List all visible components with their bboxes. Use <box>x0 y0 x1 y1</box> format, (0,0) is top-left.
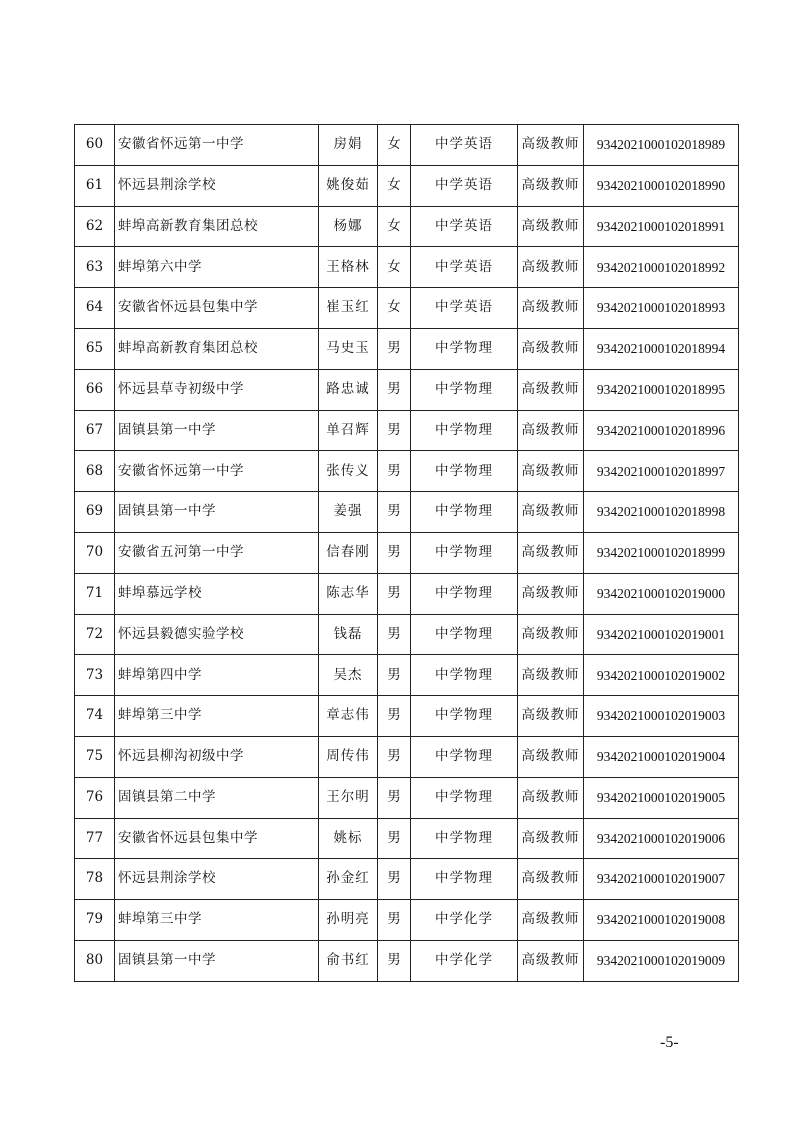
table-row <box>75 696 739 737</box>
table-row <box>75 573 739 614</box>
table-row <box>75 288 739 329</box>
professional-title: 高级教师 <box>518 736 584 777</box>
teacher-name: 钱磊 <box>319 614 378 655</box>
certificate-number: 9342021000102019002 <box>584 655 739 696</box>
certificate-number: 9342021000102018997 <box>584 451 739 492</box>
certificate-number: 9342021000102019001 <box>584 614 739 655</box>
certificate-number: 9342021000102018990 <box>584 165 739 206</box>
subject: 中学英语 <box>411 125 518 166</box>
subject: 中学物理 <box>411 736 518 777</box>
table-row <box>75 532 739 573</box>
school-name: 固镇县第二中学 <box>115 777 319 818</box>
teacher-gender: 男 <box>378 328 411 369</box>
professional-title: 高级教师 <box>518 288 584 329</box>
row-number: 61 <box>75 165 115 206</box>
row-number: 65 <box>75 328 115 369</box>
subject: 中学化学 <box>411 940 518 981</box>
school-name: 怀远县毅德实验学校 <box>115 614 319 655</box>
subject: 中学物理 <box>411 369 518 410</box>
school-name: 安徽省怀远第一中学 <box>115 125 319 166</box>
teacher-name: 单召辉 <box>319 410 378 451</box>
teacher-name: 马史玉 <box>319 328 378 369</box>
subject: 中学物理 <box>411 696 518 737</box>
school-name: 蚌埠第六中学 <box>115 247 319 288</box>
row-number: 75 <box>75 736 115 777</box>
certificate-number: 9342021000102019006 <box>584 818 739 859</box>
teacher-gender: 男 <box>378 532 411 573</box>
teacher-gender: 男 <box>378 818 411 859</box>
certificate-number: 9342021000102018993 <box>584 288 739 329</box>
table-row <box>75 451 739 492</box>
certificate-number: 9342021000102018994 <box>584 328 739 369</box>
teacher-name: 张传义 <box>319 451 378 492</box>
certificate-number: 9342021000102019003 <box>584 696 739 737</box>
teacher-name: 章志伟 <box>319 696 378 737</box>
subject: 中学物理 <box>411 818 518 859</box>
table-row <box>75 736 739 777</box>
professional-title: 高级教师 <box>518 900 584 941</box>
row-number: 63 <box>75 247 115 288</box>
row-number: 66 <box>75 369 115 410</box>
professional-title: 高级教师 <box>518 859 584 900</box>
row-number: 70 <box>75 532 115 573</box>
row-number: 74 <box>75 696 115 737</box>
professional-title: 高级教师 <box>518 492 584 533</box>
table-row <box>75 940 739 981</box>
table-row <box>75 777 739 818</box>
table-row <box>75 614 739 655</box>
table-row <box>75 492 739 533</box>
teacher-gender: 男 <box>378 696 411 737</box>
row-number: 73 <box>75 655 115 696</box>
professional-title: 高级教师 <box>518 369 584 410</box>
professional-title: 高级教师 <box>518 573 584 614</box>
certificate-number: 9342021000102019005 <box>584 777 739 818</box>
teacher-gender: 男 <box>378 900 411 941</box>
school-name: 固镇县第一中学 <box>115 492 319 533</box>
professional-title: 高级教师 <box>518 206 584 247</box>
row-number: 68 <box>75 451 115 492</box>
certificate-number: 9342021000102019009 <box>584 940 739 981</box>
teacher-gender: 女 <box>378 206 411 247</box>
school-name: 怀远县荆涂学校 <box>115 165 319 206</box>
school-name: 安徽省五河第一中学 <box>115 532 319 573</box>
professional-title: 高级教师 <box>518 614 584 655</box>
teacher-gender: 男 <box>378 777 411 818</box>
professional-title: 高级教师 <box>518 247 584 288</box>
subject: 中学物理 <box>411 859 518 900</box>
teacher-name: 杨娜 <box>319 206 378 247</box>
table-row <box>75 818 739 859</box>
certificate-number: 9342021000102018992 <box>584 247 739 288</box>
school-name: 安徽省怀远县包集中学 <box>115 818 319 859</box>
subject: 中学物理 <box>411 655 518 696</box>
teacher-name: 姜强 <box>319 492 378 533</box>
subject: 中学物理 <box>411 328 518 369</box>
school-name: 蚌埠慕远学校 <box>115 573 319 614</box>
teacher-name: 周传伟 <box>319 736 378 777</box>
certificate-number: 9342021000102018998 <box>584 492 739 533</box>
teacher-gender: 女 <box>378 288 411 329</box>
teacher-gender: 男 <box>378 369 411 410</box>
teacher-name: 陈志华 <box>319 573 378 614</box>
table-row <box>75 369 739 410</box>
teacher-gender: 男 <box>378 655 411 696</box>
certificate-number: 9342021000102019008 <box>584 900 739 941</box>
teacher-gender: 男 <box>378 614 411 655</box>
table-row <box>75 165 739 206</box>
subject: 中学英语 <box>411 288 518 329</box>
teacher-name: 吴杰 <box>319 655 378 696</box>
teacher-gender: 女 <box>378 125 411 166</box>
certificate-number: 9342021000102018996 <box>584 410 739 451</box>
table-row <box>75 247 739 288</box>
professional-title: 高级教师 <box>518 328 584 369</box>
table-row <box>75 655 739 696</box>
subject: 中学物理 <box>411 451 518 492</box>
row-number: 69 <box>75 492 115 533</box>
school-name: 安徽省怀远第一中学 <box>115 451 319 492</box>
teacher-gender: 男 <box>378 451 411 492</box>
subject: 中学物理 <box>411 410 518 451</box>
teacher-gender: 女 <box>378 247 411 288</box>
teacher-name: 俞书红 <box>319 940 378 981</box>
school-name: 蚌埠第三中学 <box>115 900 319 941</box>
professional-title: 高级教师 <box>518 655 584 696</box>
table-row <box>75 859 739 900</box>
teacher-name: 房娟 <box>319 125 378 166</box>
certificate-number: 9342021000102019004 <box>584 736 739 777</box>
school-name: 蚌埠第四中学 <box>115 655 319 696</box>
teacher-name: 姚俊茹 <box>319 165 378 206</box>
teacher-gender: 男 <box>378 410 411 451</box>
teacher-name: 王格林 <box>319 247 378 288</box>
subject: 中学物理 <box>411 777 518 818</box>
table-row <box>75 206 739 247</box>
row-number: 62 <box>75 206 115 247</box>
row-number: 78 <box>75 859 115 900</box>
subject: 中学物理 <box>411 532 518 573</box>
teacher-gender: 女 <box>378 165 411 206</box>
row-number: 67 <box>75 410 115 451</box>
subject: 中学物理 <box>411 614 518 655</box>
row-number: 77 <box>75 818 115 859</box>
certificate-number: 9342021000102018991 <box>584 206 739 247</box>
subject: 中学物理 <box>411 573 518 614</box>
professional-title: 高级教师 <box>518 818 584 859</box>
school-name: 蚌埠第三中学 <box>115 696 319 737</box>
professional-title: 高级教师 <box>518 696 584 737</box>
teacher-gender: 男 <box>378 736 411 777</box>
table-row <box>75 900 739 941</box>
professional-title: 高级教师 <box>518 940 584 981</box>
school-name: 怀远县柳沟初级中学 <box>115 736 319 777</box>
school-name: 安徽省怀远县包集中学 <box>115 288 319 329</box>
certificate-number: 9342021000102018999 <box>584 532 739 573</box>
teacher-gender: 男 <box>378 859 411 900</box>
row-number: 71 <box>75 573 115 614</box>
school-name: 固镇县第一中学 <box>115 410 319 451</box>
teacher-gender: 男 <box>378 492 411 533</box>
teacher-name: 孙金红 <box>319 859 378 900</box>
row-number: 72 <box>75 614 115 655</box>
subject: 中学英语 <box>411 206 518 247</box>
teacher-name: 王尔明 <box>319 777 378 818</box>
certificate-number: 9342021000102019000 <box>584 573 739 614</box>
row-number: 76 <box>75 777 115 818</box>
teacher-name: 信春刚 <box>319 532 378 573</box>
teacher-name: 崔玉红 <box>319 288 378 329</box>
roster-body <box>75 125 739 982</box>
school-name: 蚌埠高新教育集团总校 <box>115 328 319 369</box>
teacher-name: 姚标 <box>319 818 378 859</box>
certificate-number: 9342021000102019007 <box>584 859 739 900</box>
teacher-gender: 男 <box>378 573 411 614</box>
teacher-name: 路忠诚 <box>319 369 378 410</box>
table-row <box>75 328 739 369</box>
subject: 中学英语 <box>411 165 518 206</box>
teacher-roster-table <box>74 124 739 982</box>
professional-title: 高级教师 <box>518 532 584 573</box>
table-row <box>75 125 739 166</box>
professional-title: 高级教师 <box>518 777 584 818</box>
professional-title: 高级教师 <box>518 165 584 206</box>
school-name: 固镇县第一中学 <box>115 940 319 981</box>
page-number: -5- <box>660 1034 679 1051</box>
teacher-name: 孙明亮 <box>319 900 378 941</box>
row-number: 64 <box>75 288 115 329</box>
professional-title: 高级教师 <box>518 451 584 492</box>
subject: 中学英语 <box>411 247 518 288</box>
professional-title: 高级教师 <box>518 410 584 451</box>
school-name: 怀远县草寺初级中学 <box>115 369 319 410</box>
professional-title: 高级教师 <box>518 125 584 166</box>
row-number: 79 <box>75 900 115 941</box>
subject: 中学化学 <box>411 900 518 941</box>
row-number: 80 <box>75 940 115 981</box>
school-name: 怀远县荆涂学校 <box>115 859 319 900</box>
table-row <box>75 410 739 451</box>
school-name: 蚌埠高新教育集团总校 <box>115 206 319 247</box>
certificate-number: 9342021000102018995 <box>584 369 739 410</box>
teacher-gender: 男 <box>378 940 411 981</box>
certificate-number: 9342021000102018989 <box>584 125 739 166</box>
subject: 中学物理 <box>411 492 518 533</box>
row-number: 60 <box>75 125 115 166</box>
